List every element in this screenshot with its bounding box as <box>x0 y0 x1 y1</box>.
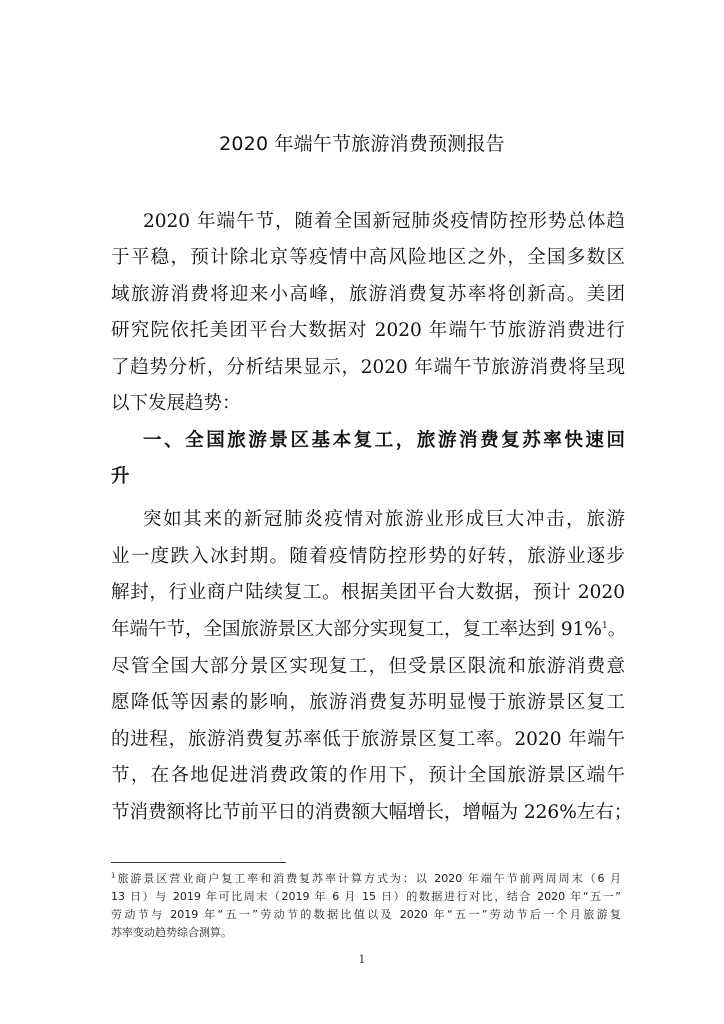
page-number: 1 <box>358 953 366 966</box>
paragraph-line: 节，在各地促进消费政策的作用下，预计全国旅游景区端午 <box>111 765 625 786</box>
footnote-text: 旅游景区营业商户复工率和消费复苏率计算方式为：以 2020 年端午节前两周周末（6 月 <box>115 872 621 885</box>
footnote-marker: 1 <box>111 871 116 880</box>
paragraph-line: 尽管全国大部分景区实现复工，但受景区限流和旅游消费意 <box>111 656 625 677</box>
paragraph-line: 2020 年端午节，随着全国新冠肺炎疫情防控形势总体趋 <box>143 211 625 232</box>
footnote-reference: 1 <box>602 620 608 631</box>
paragraph-line: 域旅游消费将迎来小高峰，旅游消费复苏率将创新高。美团 <box>111 284 625 305</box>
footnote-separator <box>111 862 286 863</box>
footnote-line: 13 日）与 2019 年可比周末（2019 年 6 月 15 日）的数据进行对比，结合 2020 年“五一” <box>111 890 621 903</box>
paragraph-line: 业一度跌入冰封期。随着疫情防控形势的好转，旅游业逐步 <box>111 546 625 567</box>
paragraph-line: 于平稳，预计除北京等疫情中高风险地区之外，全国多数区 <box>111 247 625 268</box>
paragraph-line: 研究院依托美团平台大数据对 2020 年端午节旅游消费进行 <box>111 320 625 341</box>
footnote-line: 劳动节与 2019 年“五一”劳动节的数据比值以及 2020 年“五一”劳动节后一个月旅游复 <box>111 908 621 921</box>
line-text-end: 。 <box>607 619 627 640</box>
paragraph-line: 了趋势分析，分析结果显示，2020 年端午节旅游消费将呈现 <box>111 357 625 378</box>
paragraph-line: 以下发展趋势： <box>111 393 241 414</box>
paragraph-line: 解封，行业商户陆续复工。根据美团平台大数据，预计 2020 <box>111 582 625 603</box>
paragraph-line: 突如其来的新冠肺炎疫情对旅游业形成巨大冲击，旅游 <box>143 509 625 530</box>
paragraph-line: 节消费额将比节前平日的消费额大幅增长，增幅为 226%左右； <box>111 802 633 823</box>
paragraph-line: 愿降低等因素的影响，旅游消费复苏明显慢于旅游景区复工 <box>111 692 625 713</box>
footnote-line: 苏率变动趋势综合测算。 <box>111 926 232 939</box>
paragraph-line: 的进程，旅游消费复苏率低于旅游景区复工率。2020 年端午 <box>111 729 625 750</box>
paragraph-line-with-footnote <box>111 617 625 643</box>
section-heading: 一、全国旅游景区基本复工，旅游消费复苏率快速回 <box>143 430 625 451</box>
footnote-line <box>111 870 621 888</box>
section-heading: 升 <box>111 466 130 487</box>
document-title: 2020 年端午节旅游消费预测报告 <box>219 133 505 155</box>
line-text: 年端午节，全国旅游景区大部分实现复工，复工率达到 91% <box>111 619 603 640</box>
